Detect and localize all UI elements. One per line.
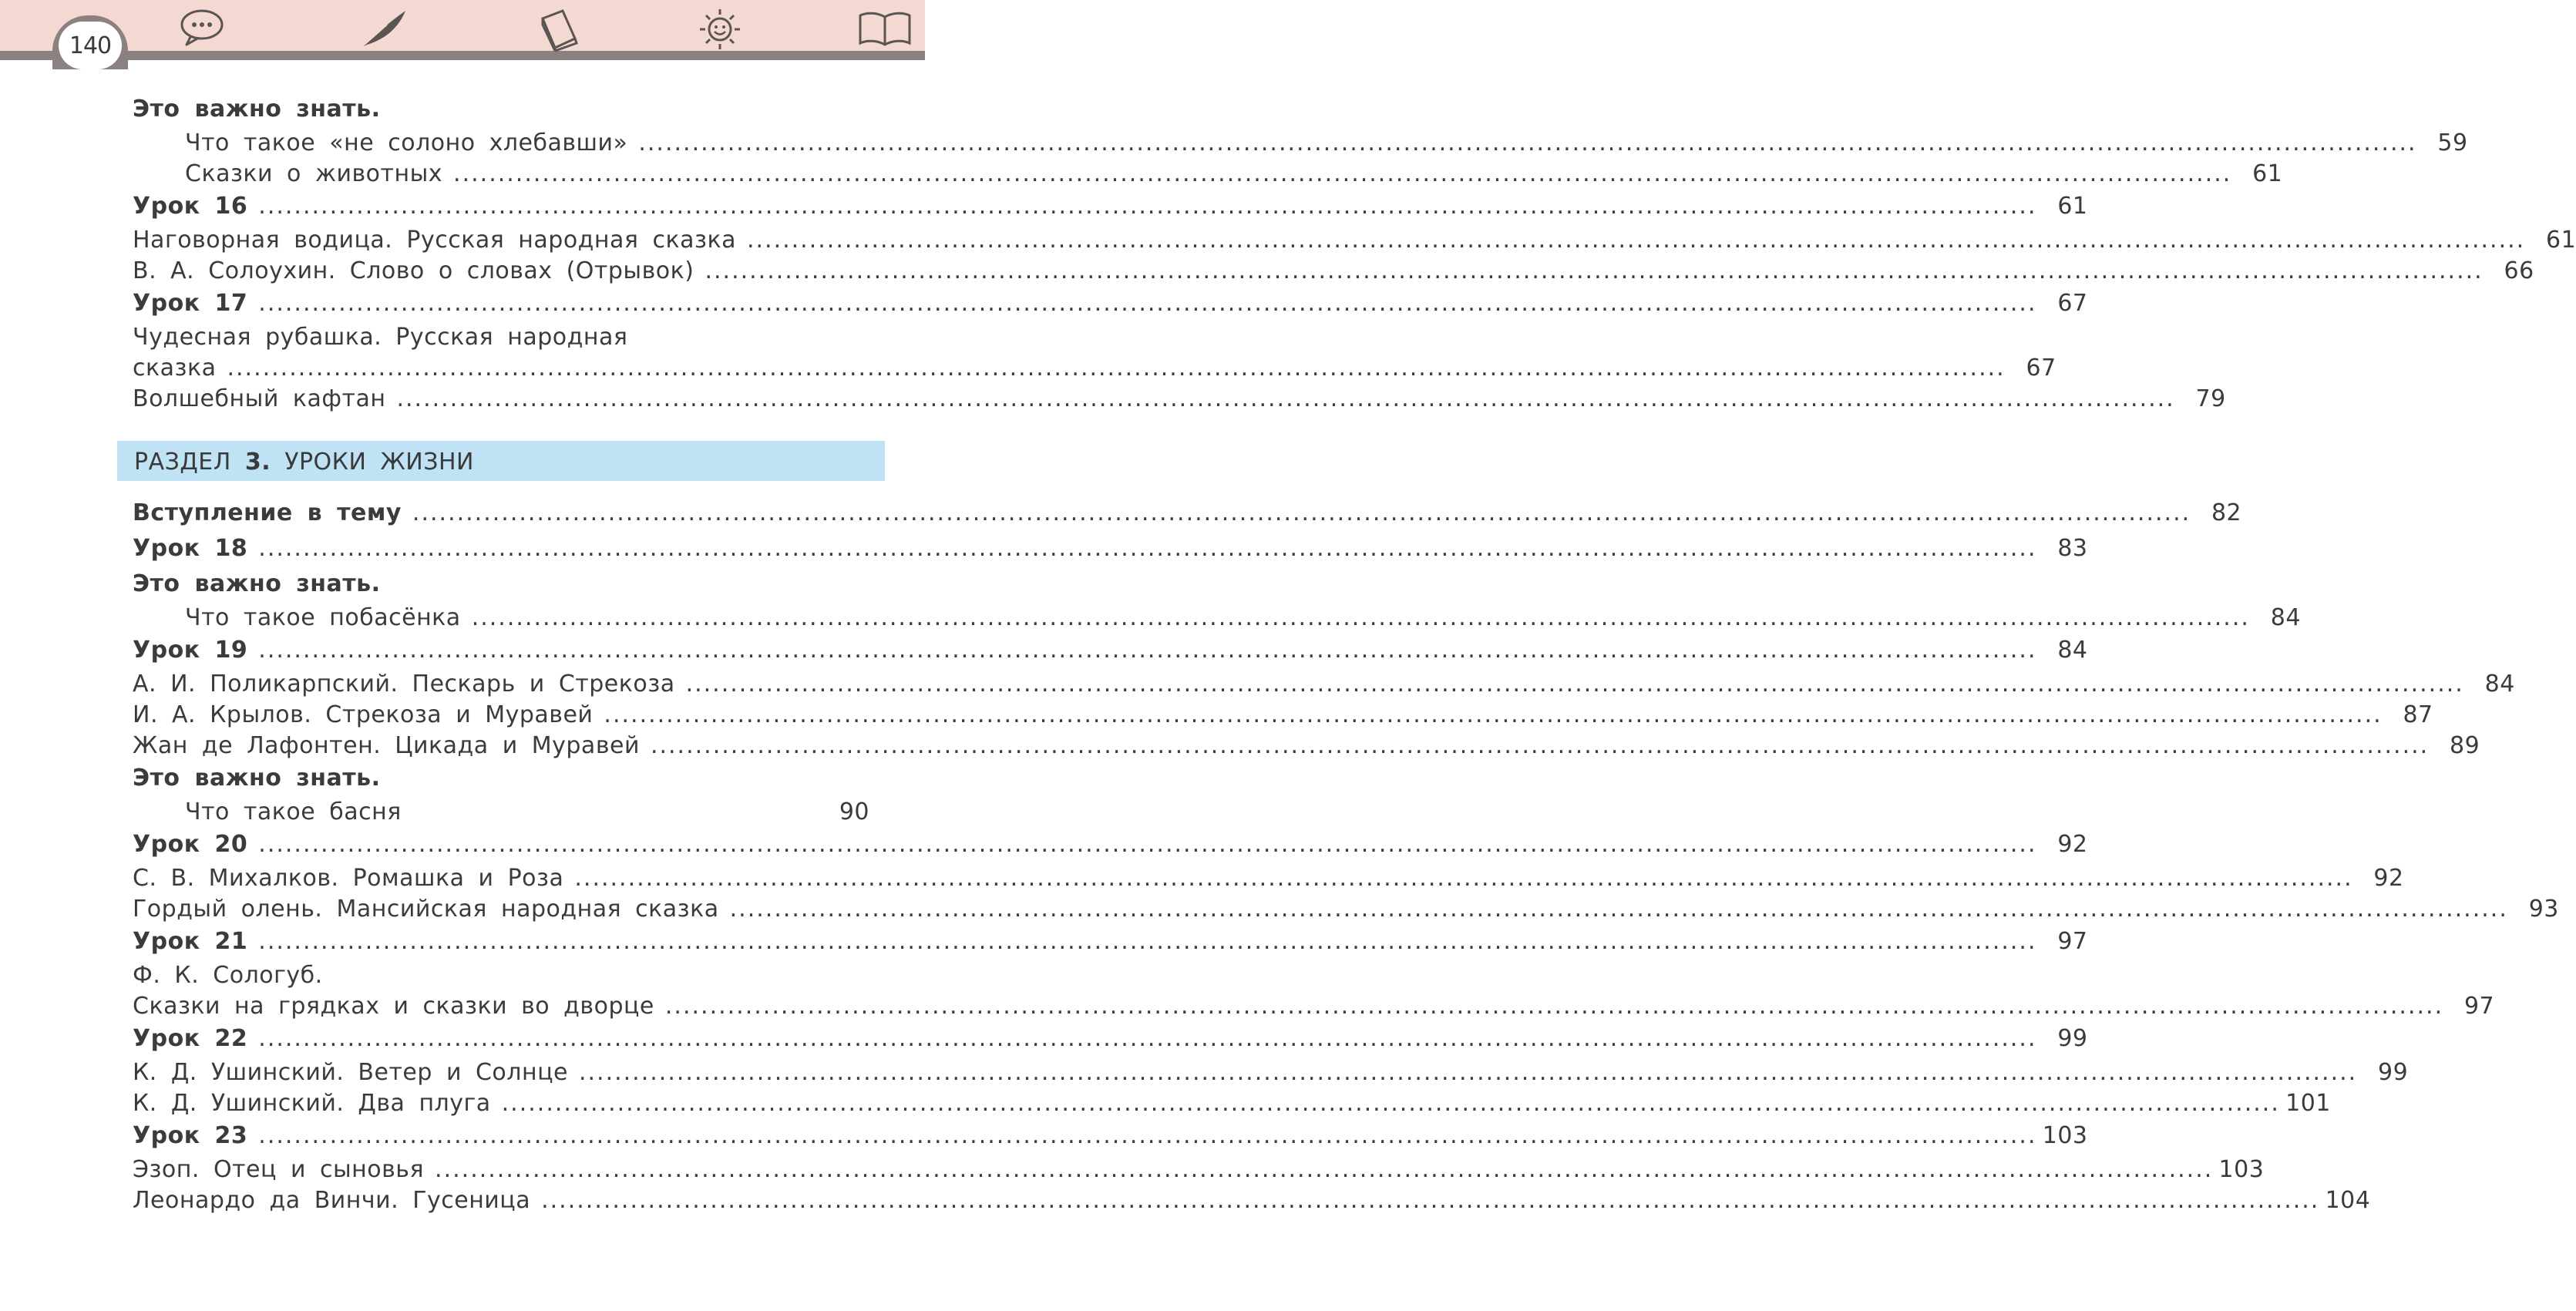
toc-page-number: 103: [2042, 1122, 2088, 1149]
toc-entry-row: [133, 700, 2433, 731]
toc-page-number: 84: [2484, 671, 2515, 698]
toc-lesson-row: [133, 1022, 2088, 1057]
toc-page-number: 97: [2057, 928, 2088, 955]
sun-icon: [697, 8, 743, 51]
toc-entry-row: [133, 353, 2056, 384]
section-title: [134, 445, 474, 479]
toc-leader-dots: ........................................................................................................................................................................................................: [578, 1059, 2358, 1086]
toc-entry-title: Урок 22: [133, 1025, 248, 1052]
toc-entry-row: [133, 128, 2468, 159]
toc-lesson-row: [133, 287, 2088, 322]
toc-entry-row: [133, 603, 2301, 634]
toc-leader-dots: ........................................................................................................................................................................................................: [471, 604, 2250, 631]
toc-entry-row: [133, 225, 2576, 256]
toc-entry-title: Урок 23: [133, 1122, 248, 1149]
toc-leader-dots: ........................................................................................................................................................................................................: [258, 193, 2037, 220]
toc-entry-title: Гордый олень. Мансийская народная сказка: [133, 896, 719, 923]
toc-entry-title: Это важно знать.: [133, 765, 381, 792]
toc-leader-dots: ........................................................................................................................................................................................................: [396, 385, 2175, 412]
toc-entry-row: [133, 256, 2534, 287]
toc-entry-title: Что такое «не солоно хлебавши»: [185, 129, 628, 156]
toc-page-number: 101: [2285, 1090, 2331, 1117]
toc-leader-dots: ........................................................................................................................................................................................................: [746, 227, 2526, 254]
toc-page-number: 93: [2528, 896, 2559, 923]
toc-page-number: 99: [2057, 1025, 2088, 1052]
toc-lesson-row: [133, 925, 2088, 960]
toc-entry-row: [133, 384, 2226, 415]
toc-entry-title: Чудесная рубашка. Русская народная: [133, 324, 628, 351]
toc-entry-title: Урок 21: [133, 928, 248, 955]
toc-leader-dots: ........................................................................................................................................................................................................: [664, 993, 2444, 1020]
toc-entry-row: [133, 731, 2480, 761]
toc-page-number: 66: [2504, 257, 2534, 284]
toc-page-number: 97: [2463, 993, 2495, 1020]
toc-entry-title: сказка: [133, 355, 217, 382]
toc-leader-dots: ........................................................................................................................................................................................................: [258, 831, 2037, 858]
toc-leader-dots: ........................................................................................................................................................................................................: [227, 355, 2006, 382]
toc-page-number: 92: [2057, 831, 2088, 858]
toc-entry-title: Урок 19: [133, 637, 248, 664]
section-prefix: РАЗДЕЛ: [134, 449, 231, 476]
toc-lesson-row: [133, 532, 2088, 567]
toc-leader-dots: ........................................................................................................................................................................................................: [638, 129, 2417, 156]
toc-entry-title: К. Д. Ушинский. Ветер и Солнце: [133, 1059, 568, 1086]
book-icon: [536, 8, 580, 52]
toc-entry-row: [133, 863, 2404, 894]
header-band: [0, 0, 925, 54]
toc-leader-dots: ........................................................................................................................................................................................................: [541, 1187, 2320, 1214]
toc-entry-row: [133, 322, 869, 353]
toc-leader-dots: ........................................................................................................................................................................................................: [258, 1025, 2037, 1052]
table-of-contents-bottom: [133, 496, 2559, 1216]
toc-leader-dots: ........................................................................................................................................................................................................: [258, 928, 2037, 955]
toc-page-number: 83: [2057, 535, 2088, 562]
toc-page-number: 99: [2378, 1059, 2409, 1086]
toc-page-number: 89: [2450, 732, 2480, 759]
toc-entry-row: [133, 1185, 2371, 1216]
toc-entry-title: Эзоп. Отец и сыновья: [133, 1156, 425, 1183]
toc-entry-row: [133, 159, 2283, 190]
toc-page-number: 61: [2252, 160, 2283, 187]
toc-lesson-row: [133, 1119, 2088, 1155]
toc-page-number: 87: [2403, 701, 2433, 728]
header-rule: [0, 51, 925, 60]
toc-page-number: 103: [2218, 1156, 2265, 1183]
toc-entry-title: Волшебный кафтан: [133, 385, 386, 412]
toc-entry-title: Жан де Лафонтен. Цикада и Муравей: [133, 732, 640, 759]
toc-lesson-row: [133, 828, 2088, 863]
toc-entry-title: Что такое басня: [185, 798, 402, 825]
open-book-icon: [856, 8, 914, 51]
toc-entry-title: Это важно знать.: [133, 570, 381, 597]
toc-heading-row: [133, 567, 869, 603]
toc-entry-title: Леонардо да Винчи. Гусеница: [133, 1187, 531, 1214]
toc-page-number: 84: [2270, 604, 2301, 631]
toc-entry-title: Урок 20: [133, 831, 248, 858]
toc-leader-dots: ........................................................................................................................................................................................................: [650, 732, 2430, 759]
toc-entry-row: [133, 1088, 2331, 1119]
toc-entry-row: [133, 960, 869, 991]
toc-entry-title: Это важно знать.: [133, 96, 381, 123]
toc-leader-dots: ........................................................................................................................................................................................................: [604, 701, 2383, 728]
toc-entry-row: [133, 1155, 2265, 1185]
toc-leader-dots: ........................................................................................................................................................................................................: [258, 535, 2037, 562]
toc-entry-title: А. И. Поликарпский. Пескарь и Стрекоза: [133, 671, 675, 698]
toc-entry-title: Урок 18: [133, 535, 248, 562]
toc-leader-dots: ........................................................................................................................................................................................................: [435, 1156, 2214, 1183]
section-number: 3.: [244, 449, 271, 476]
table-of-contents-top: [133, 92, 2576, 415]
toc-leader-dots: ........................................................................................................................................................................................................: [258, 290, 2037, 317]
toc-leader-dots: ........................................................................................................................................................................................................: [501, 1090, 2280, 1117]
feather-icon: [356, 8, 410, 51]
toc-entry-title: Вступление в тему: [133, 499, 402, 526]
toc-page-number: 61: [2546, 227, 2576, 254]
toc-leader-dots: ........................................................................................................................................................................................................: [412, 499, 2191, 526]
toc-entry-row: [133, 1057, 2409, 1088]
toc-entry-row: [133, 669, 2515, 700]
toc-entry-title: Сказки о животных: [185, 160, 443, 187]
toc-lesson-row: [133, 496, 2242, 532]
toc-heading-row: [133, 761, 869, 797]
toc-page-number: 67: [2057, 290, 2088, 317]
toc-page-number: 67: [2026, 355, 2056, 382]
toc-lesson-row: [133, 634, 2088, 669]
toc-leader-dots: ........................................................................................................................................................................................................: [574, 865, 2353, 892]
toc-page-number: 61: [2057, 193, 2088, 220]
toc-entry-title: Ф. К. Сологуб.: [133, 962, 323, 989]
toc-entry-title: Сказки на грядках и сказки во дворце: [133, 993, 654, 1020]
toc-page-number: 82: [2211, 499, 2242, 526]
toc-heading-row: [133, 92, 869, 128]
toc-leader-dots: ........................................................................................................................................................................................................: [729, 896, 2508, 923]
toc-entry-title: Наговорная водица. Русская народная сказка: [133, 227, 736, 254]
toc-page-number: 84: [2057, 637, 2088, 664]
toc-lesson-row: [133, 190, 2088, 225]
toc-entry-row: [133, 894, 2559, 925]
toc-entry-row: [133, 991, 2495, 1022]
section-name: УРОКИ ЖИЗНИ: [284, 449, 474, 476]
toc-page-number: 79: [2195, 385, 2226, 412]
toc-entry-title: С. В. Михалков. Ромашка и Роза: [133, 865, 564, 892]
toc-page-number: 92: [2373, 865, 2404, 892]
toc-leader-dots: ........................................................................................................................................................................................................: [453, 160, 2232, 187]
toc-entry-row: [133, 797, 869, 828]
toc-leader-dots: ........................................................................................................................................................................................................: [258, 1122, 2037, 1149]
toc-leader-dots: ........................................................................................................................................................................................................: [685, 671, 2464, 698]
page-number: 140: [59, 22, 122, 69]
toc-page-number: 59: [2437, 129, 2468, 156]
toc-entry-title: Урок 17: [133, 290, 248, 317]
toc-entry-title: В. А. Солоухин. Слово о словах (Отрывок): [133, 257, 694, 284]
toc-entry-title: Что такое побасёнка: [185, 604, 461, 631]
toc-entry-title: Урок 16: [133, 193, 248, 220]
toc-leader-dots: ........................................................................................................................................................................................................: [705, 257, 2484, 284]
speech-bubble-icon: [177, 8, 227, 48]
toc-page-number: 104: [2325, 1187, 2371, 1214]
toc-entry-title: И. А. Крылов. Стрекоза и Муравей: [133, 701, 594, 728]
toc-page-number: 90: [839, 798, 869, 825]
toc-leader-dots: ........................................................................................................................................................................................................: [258, 637, 2037, 664]
toc-entry-title: К. Д. Ушинский. Два плуга: [133, 1090, 491, 1117]
